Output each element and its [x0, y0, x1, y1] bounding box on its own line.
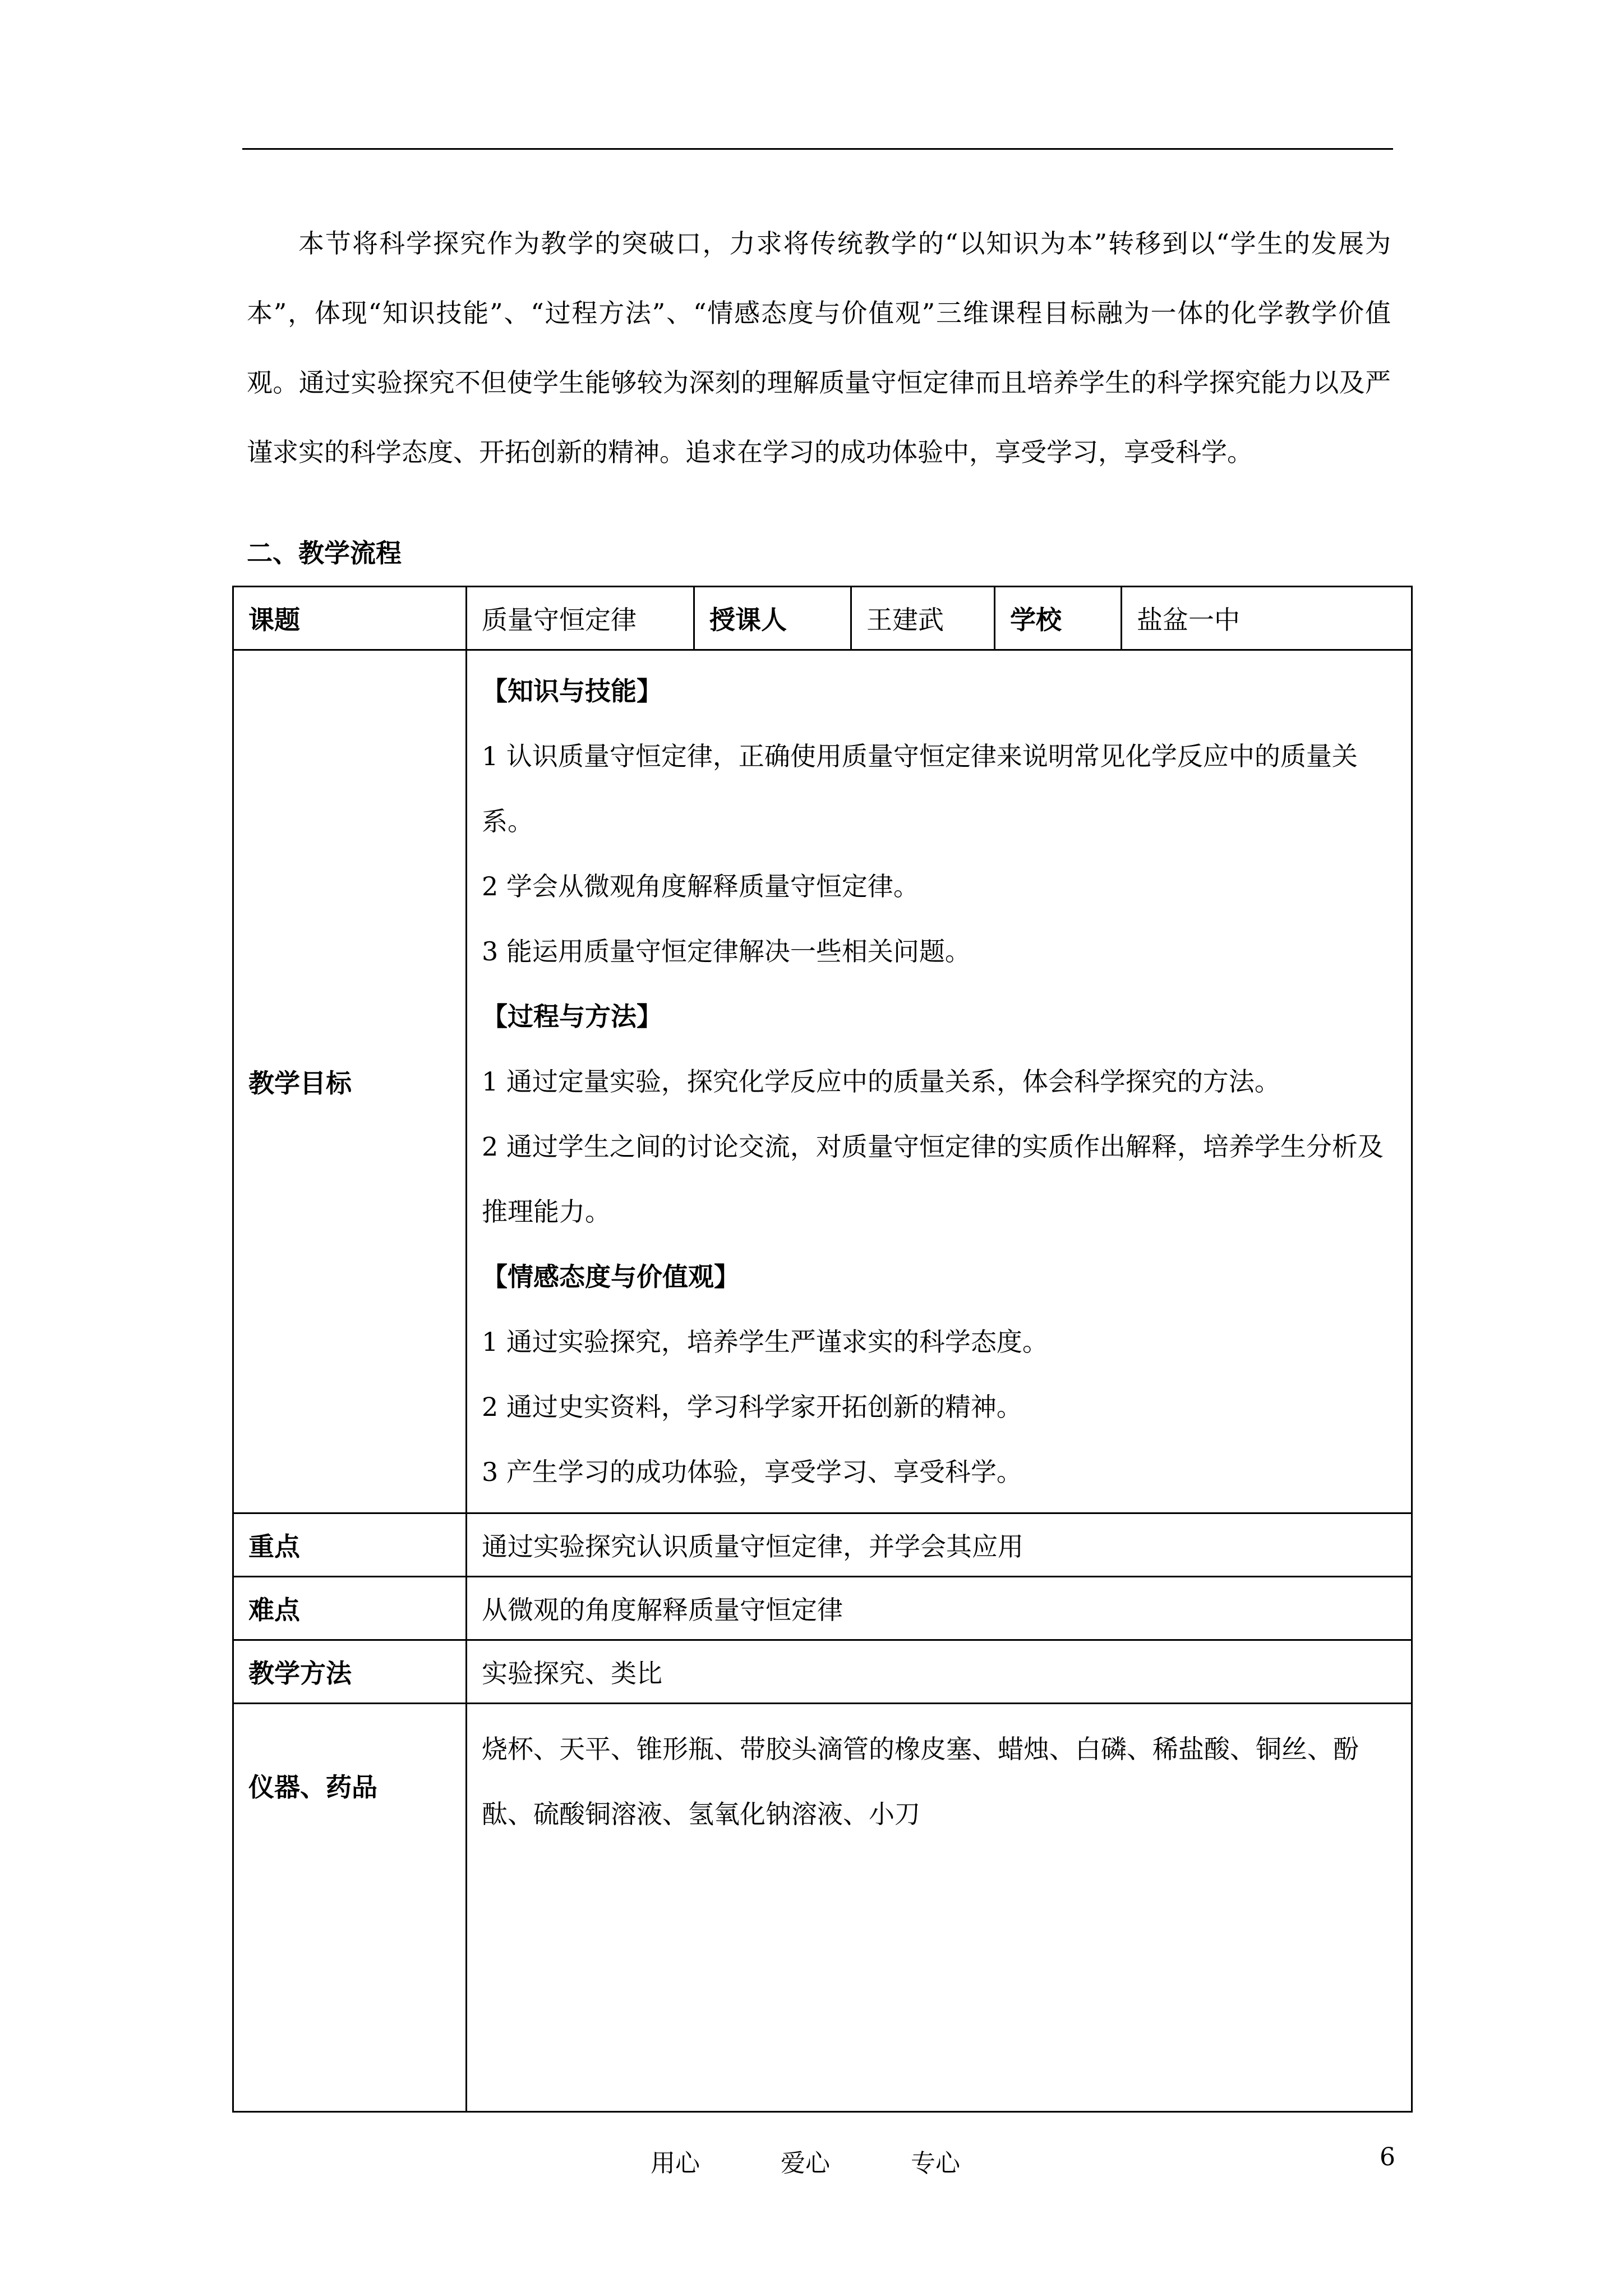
school-value: 盐盆一中 — [1122, 587, 1412, 650]
footer-word: 爱心 — [781, 2149, 830, 2178]
teacher-label: 授课人 — [694, 587, 851, 650]
teacher-value: 王建武 — [851, 587, 995, 650]
page-number: 6 — [1380, 2143, 1395, 2171]
method-value: 实验探究、类比 — [467, 1640, 1412, 1704]
footer-slogan — [651, 2143, 1033, 2179]
topic-label: 课题 — [233, 587, 467, 650]
key-point-value: 通过实验探究认识质量守恒定律，并学会其应用 — [467, 1513, 1412, 1577]
school-label: 学校 — [995, 587, 1122, 650]
difficulty-value: 从微观的角度解释质量守恒定律 — [467, 1577, 1412, 1640]
table-row — [233, 1704, 1412, 2112]
intro-paragraph: 本节将科学探究作为教学的突破口，力求将传统教学的“以知识为本”转移到以“学生的发展为本”，体现“知识技能”、“过程方法”、“情感态度与价值观”三维课程目标融为一体的化学教学价值观。通过实验探究不但使学生能够较为深刻的理解质量守恒定律而且培养学生的科学探究能力以及严谨求实的科学态度、开拓创新的精神。追求在学习的成功体验中，享受学习，享受科学。 — [247, 228, 1391, 467]
knowledge-item: 3 能运用质量守恒定律解决一些相关问题。 — [482, 936, 971, 967]
key-point-label: 重点 — [233, 1513, 467, 1577]
section-title: 二、教学流程 — [247, 538, 402, 568]
emotion-item: 2 通过史实资料，学习科学家开拓创新的精神。 — [482, 1392, 1022, 1422]
topic-value: 质量守恒定律 — [467, 587, 694, 650]
teaching-process-table — [232, 586, 1413, 2113]
table-row — [233, 1513, 1412, 1577]
table-row — [233, 650, 1412, 1513]
knowledge-item: 1 认识质量守恒定律，正确使用质量守恒定律来说明常见化学反应中的质量关系。 — [482, 741, 1358, 836]
knowledge-item: 2 学会从微观角度解释质量守恒定律。 — [482, 871, 919, 901]
footer-word: 用心 — [651, 2149, 700, 2178]
emotion-item: 3 产生学习的成功体验，享受学习、享受科学。 — [482, 1457, 1022, 1487]
equipment-value: 烧杯、天平、锥形瓶、带胶头滴管的橡皮塞、蜡烛、白磷、稀盐酸、铜丝、酚酞、硫酸铜溶液、氢氧化钠溶液、小刀 — [467, 1704, 1412, 2112]
emotion-item: 1 通过实验探究，培养学生严谨求实的科学态度。 — [482, 1327, 1048, 1357]
goals-content — [467, 650, 1412, 1513]
table-row — [233, 587, 1412, 650]
difficulty-label: 难点 — [233, 1577, 467, 1640]
process-item: 1 通过定量实验，探究化学反应中的质量关系，体会科学探究的方法。 — [482, 1066, 1280, 1097]
table-row — [233, 1577, 1412, 1640]
emotion-heading: 【情感态度与价值观】 — [482, 1262, 740, 1292]
footer-word: 专心 — [911, 2149, 960, 2178]
header-rule — [242, 148, 1393, 150]
process-heading: 【过程与方法】 — [482, 1001, 662, 1032]
process-item: 2 通过学生之间的讨论交流，对质量守恒定律的实质作出解释，培养学生分析及推理能力。 — [482, 1131, 1384, 1227]
equipment-label: 仪器、药品 — [233, 1704, 467, 2112]
method-label: 教学方法 — [233, 1640, 467, 1704]
table-row — [233, 1640, 1412, 1704]
knowledge-heading: 【知识与技能】 — [482, 676, 662, 706]
goals-label: 教学目标 — [233, 650, 467, 1513]
